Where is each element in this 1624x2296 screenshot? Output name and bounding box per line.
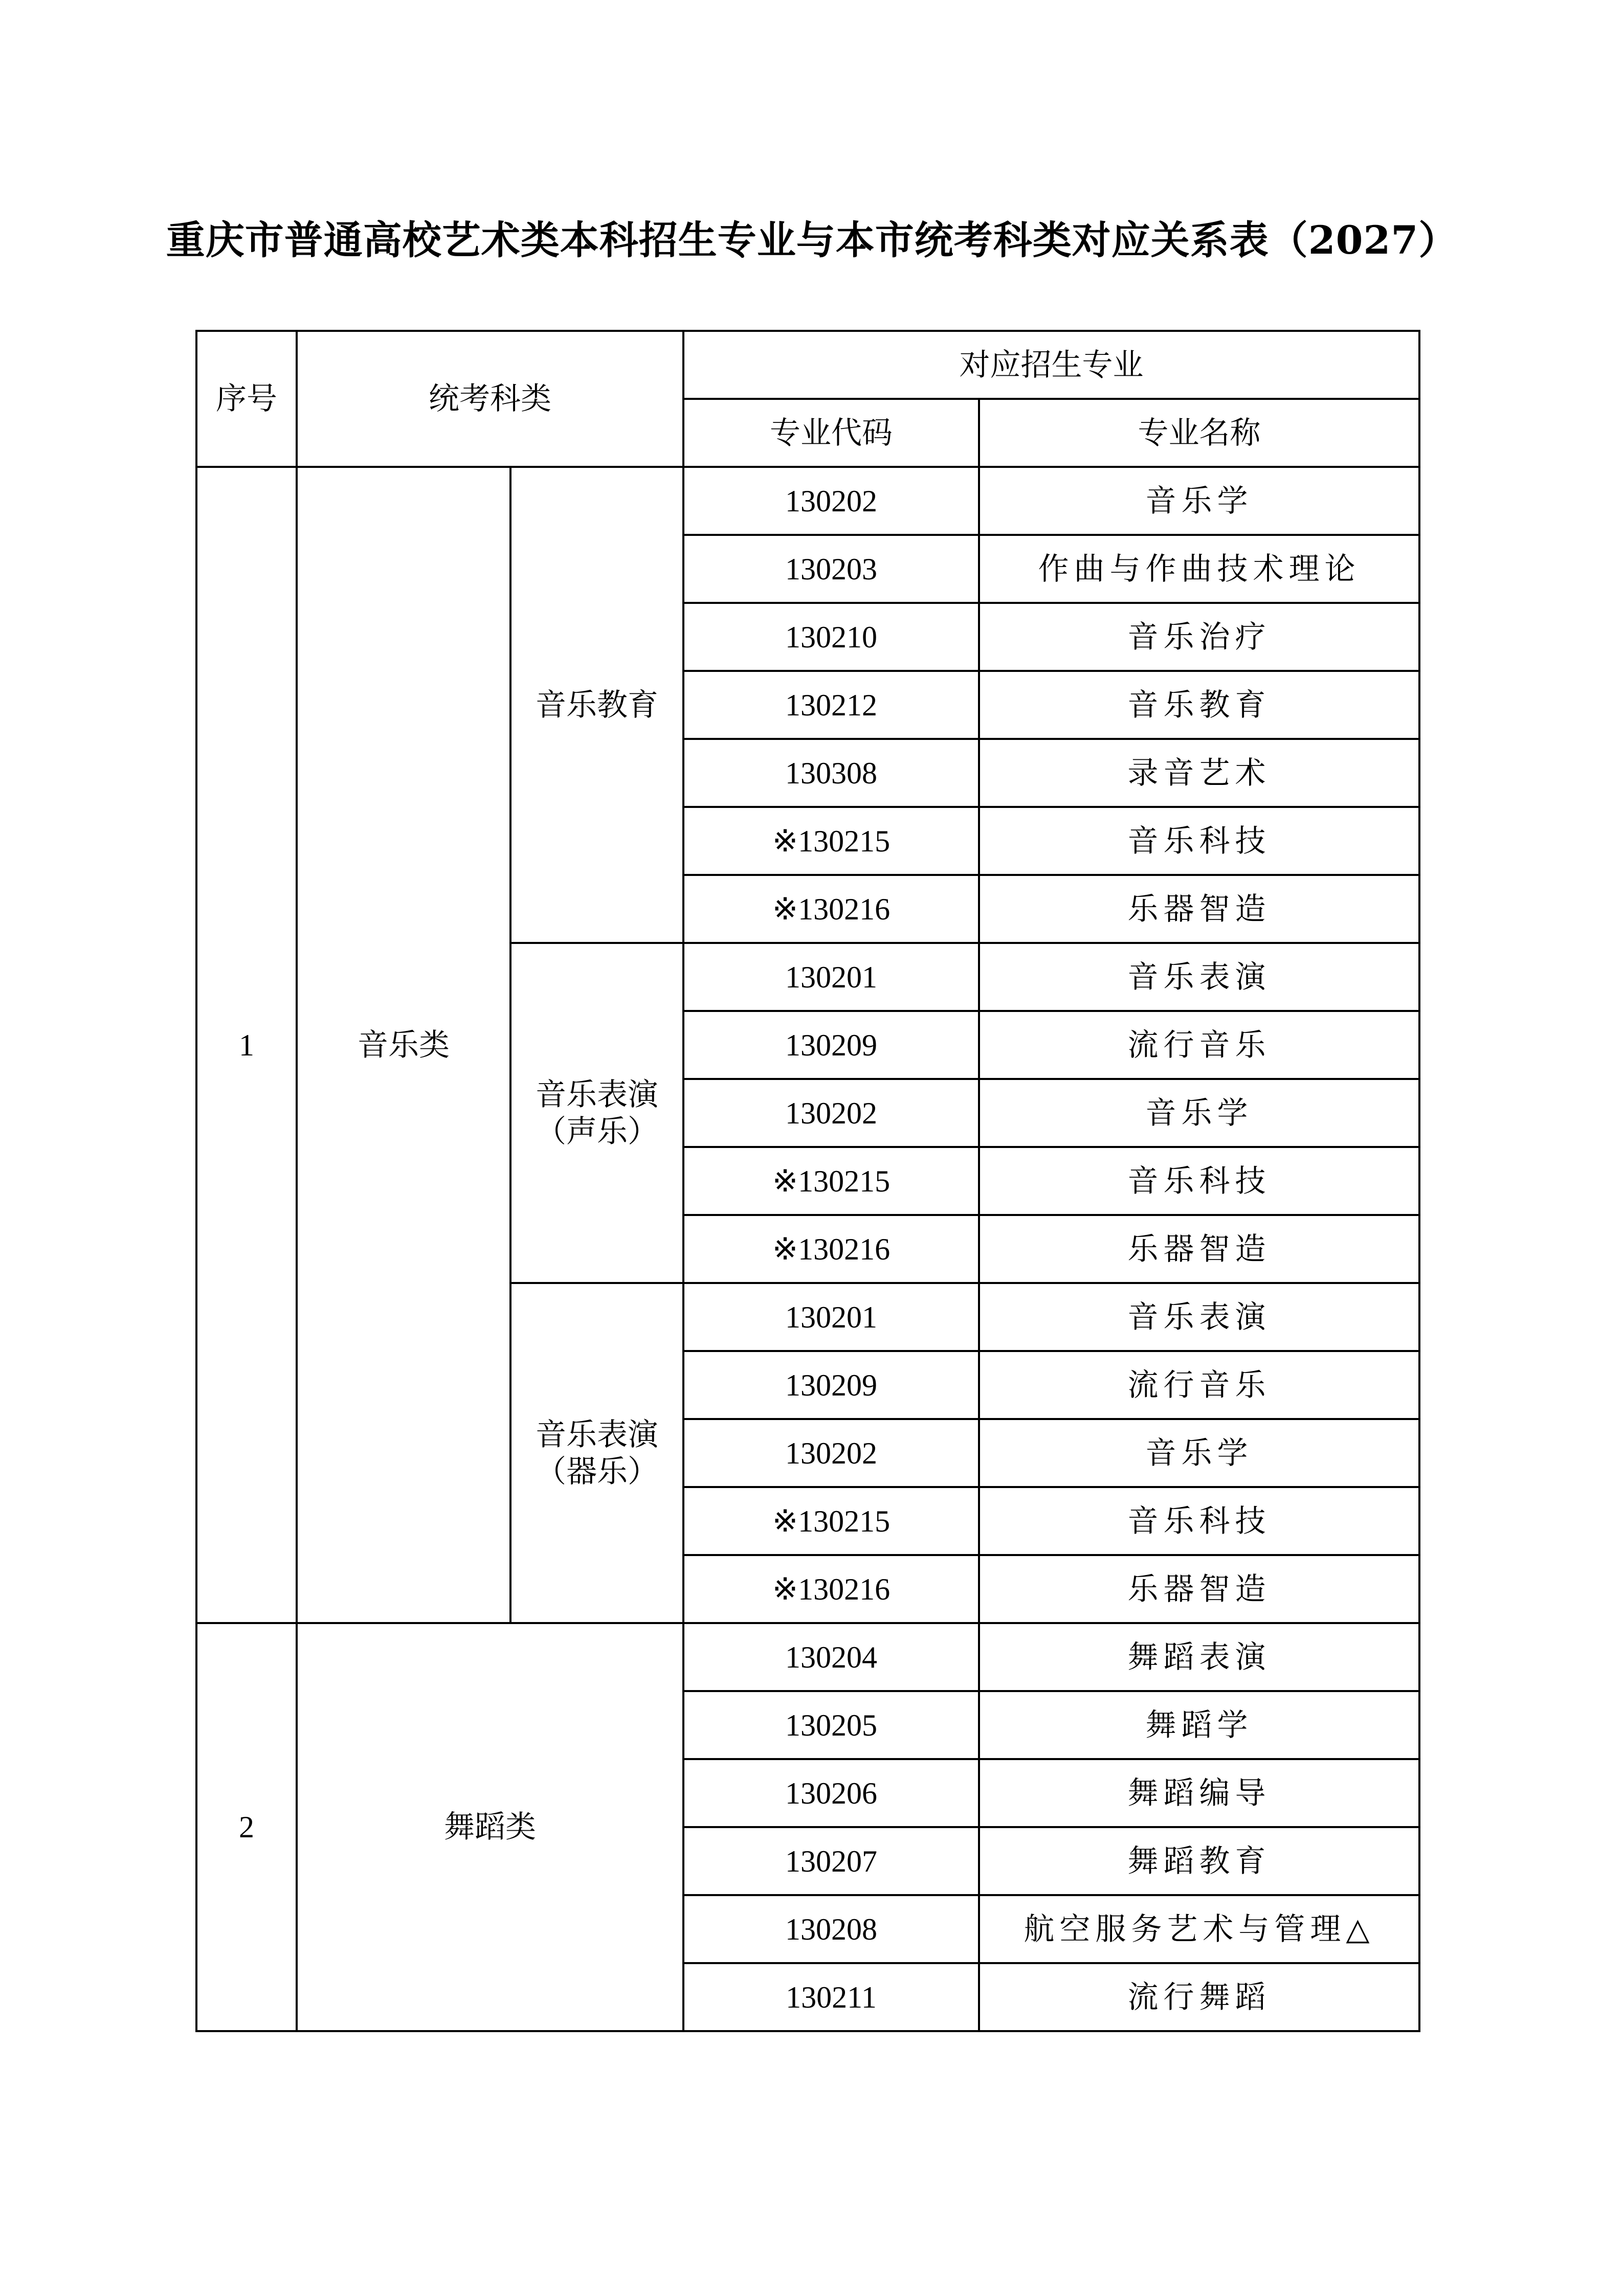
major-name-cell: 流行音乐 bbox=[979, 1351, 1419, 1419]
subcategory-line: 音乐教育 bbox=[536, 687, 658, 723]
major-code-cell: 130202 bbox=[683, 1419, 979, 1487]
major-code-cell: 130209 bbox=[683, 1011, 979, 1079]
page-title: 重庆市普通高校艺术类本科招生专业与本市统考科类对应关系表（2027） bbox=[166, 217, 1458, 263]
major-name-cell: 舞蹈表演 bbox=[979, 1623, 1419, 1691]
major-name-cell: 音乐科技 bbox=[979, 1147, 1419, 1215]
major-name-cell: 音乐学 bbox=[979, 1079, 1419, 1147]
major-name-cell: 音乐学 bbox=[979, 1419, 1419, 1487]
major-code-cell: 130212 bbox=[683, 671, 979, 739]
major-name-cell: 乐器智造 bbox=[979, 1555, 1419, 1623]
table-row bbox=[196, 467, 1419, 535]
subcategory-line: 音乐表演 bbox=[536, 1076, 658, 1113]
major-code-cell: 130205 bbox=[683, 1691, 979, 1759]
major-code-cell: 130201 bbox=[683, 943, 979, 1011]
major-name-cell: 流行舞蹈 bbox=[979, 1963, 1419, 2031]
major-code-cell: 130210 bbox=[683, 603, 979, 671]
subcategory-line: （器乐） bbox=[536, 1453, 658, 1490]
major-name-cell: 音乐治疗 bbox=[979, 603, 1419, 671]
exam-category-cell: 音乐类 bbox=[297, 467, 510, 1623]
subcategory-cell bbox=[510, 1283, 683, 1623]
major-code-cell: 130207 bbox=[683, 1827, 979, 1895]
header-seq: 序号 bbox=[196, 331, 297, 467]
header-code: 专业代码 bbox=[683, 399, 979, 467]
header-majors-group: 对应招生专业 bbox=[683, 331, 1419, 399]
major-code-cell: 130201 bbox=[683, 1283, 979, 1351]
major-name-cell: 作曲与作曲技术理论 bbox=[979, 535, 1419, 603]
major-code-cell: 130203 bbox=[683, 535, 979, 603]
subcategory-line: （声乐） bbox=[536, 1113, 658, 1150]
exam-category-cell: 舞蹈类 bbox=[297, 1623, 683, 2031]
major-name-cell: 乐器智造 bbox=[979, 1215, 1419, 1283]
major-code-cell: ※130215 bbox=[683, 807, 979, 875]
major-code-cell: 130308 bbox=[683, 739, 979, 807]
major-code-cell: 130206 bbox=[683, 1759, 979, 1827]
major-code-cell: 130202 bbox=[683, 467, 979, 535]
major-code-cell: ※130215 bbox=[683, 1487, 979, 1555]
table-row bbox=[196, 1623, 1419, 1691]
correspondence-table bbox=[195, 330, 1420, 2032]
major-code-cell: ※130216 bbox=[683, 1555, 979, 1623]
header-name: 专业名称 bbox=[979, 399, 1419, 467]
subcategory-cell bbox=[510, 467, 683, 943]
major-code-cell: ※130215 bbox=[683, 1147, 979, 1215]
major-code-cell: 130202 bbox=[683, 1079, 979, 1147]
header-exam-category: 统考科类 bbox=[297, 331, 683, 467]
major-name-cell: 舞蹈教育 bbox=[979, 1827, 1419, 1895]
major-name-cell: 乐器智造 bbox=[979, 875, 1419, 943]
subcategory-line: 音乐表演 bbox=[536, 1416, 658, 1453]
major-name-cell: 音乐表演 bbox=[979, 1283, 1419, 1351]
major-name-cell: 录音艺术 bbox=[979, 739, 1419, 807]
major-name-cell: 音乐教育 bbox=[979, 671, 1419, 739]
major-name-cell: 音乐表演 bbox=[979, 943, 1419, 1011]
major-name-cell: 舞蹈学 bbox=[979, 1691, 1419, 1759]
major-code-cell: 130208 bbox=[683, 1895, 979, 1963]
major-code-cell: 130211 bbox=[683, 1963, 979, 2031]
subcategory-cell bbox=[510, 943, 683, 1283]
seq-cell: 2 bbox=[196, 1623, 297, 2031]
major-code-cell: 130209 bbox=[683, 1351, 979, 1419]
major-name-cell: 音乐科技 bbox=[979, 807, 1419, 875]
major-name-cell: 音乐学 bbox=[979, 467, 1419, 535]
major-name-cell: 音乐科技 bbox=[979, 1487, 1419, 1555]
seq-cell: 1 bbox=[196, 467, 297, 1623]
header-row bbox=[196, 331, 1419, 399]
major-code-cell: ※130216 bbox=[683, 875, 979, 943]
major-name-cell: 舞蹈编导 bbox=[979, 1759, 1419, 1827]
major-name-cell: 流行音乐 bbox=[979, 1011, 1419, 1079]
major-code-cell: 130204 bbox=[683, 1623, 979, 1691]
major-name-cell: 航空服务艺术与管理△ bbox=[979, 1895, 1419, 1963]
major-code-cell: ※130216 bbox=[683, 1215, 979, 1283]
